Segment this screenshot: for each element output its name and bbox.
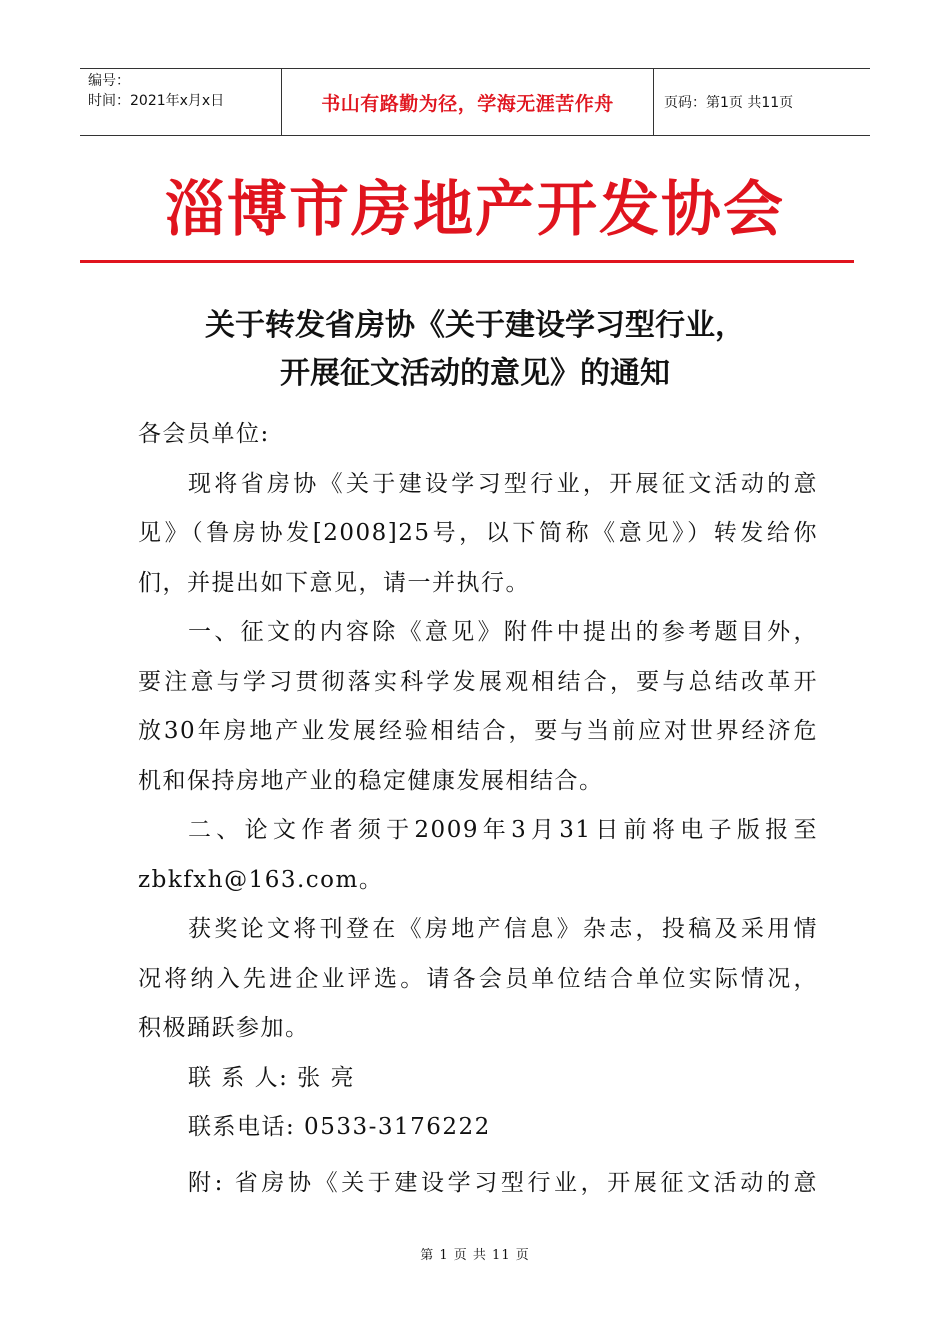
para4-line1: 获奖论文将刊登在《房地产信息》杂志，投稿及采用情 bbox=[188, 916, 818, 942]
red-divider bbox=[80, 260, 854, 263]
notice-title bbox=[80, 302, 870, 398]
org-title: 淄博市房地产开发协会 bbox=[165, 175, 785, 245]
header-table bbox=[80, 68, 870, 136]
page-footer: 第 1 页 共 11 页 bbox=[420, 1248, 530, 1263]
time-label: 时间：2021年x月x日 bbox=[88, 93, 225, 109]
para2-line2: 要注意与学习贯彻落实科学发展观相结合，要与总结改革开 bbox=[138, 668, 818, 695]
para3-line1: 二、论文作者须于2009年3月31日前将电子版报至 bbox=[188, 817, 818, 843]
notice-title-line1: 关于转发省房协《关于建设学习型行业， bbox=[205, 308, 745, 343]
para1-line2: 见》（鲁房协发[2008]25号，以下简称《意见》）转发给你 bbox=[138, 520, 818, 546]
para1-line3: 们，并提出如下意见，请一并执行。 bbox=[138, 569, 530, 596]
serial-label: 编号： bbox=[88, 73, 130, 89]
attachment-line: 附: 省房协《关于建设学习型行业，开展征文活动的意 bbox=[188, 1169, 818, 1196]
para1-line1: 现将省房协《关于建设学习型行业，开展征文活动的意 bbox=[188, 470, 818, 497]
notice-title-line2: 开展征文活动的意见》的通知 bbox=[280, 356, 670, 391]
para4-line3: 积极踊跃参加。 bbox=[138, 1015, 310, 1041]
para2-line3: 放30年房地产业发展经验相结合，要与当前应对世界经济危 bbox=[138, 718, 818, 744]
contact-person: 联 系 人: 张 亮 bbox=[188, 1064, 355, 1091]
para2-line4: 机和保持房地产业的稳定健康发展相结合。 bbox=[138, 767, 604, 794]
header-page-info: 页码：第1页 共11页 bbox=[664, 95, 794, 111]
para2-line1: 一、征文的内容除《意见》附件中提出的参考题目外， bbox=[188, 619, 818, 645]
contact-phone: 联系电话: 0533-3176222 bbox=[188, 1114, 491, 1140]
header-motto: 书山有路勤为径，学海无涯苦作舟 bbox=[282, 69, 654, 135]
para3-line2: zbkfxh@163.com。 bbox=[138, 866, 384, 893]
para4-line2: 况将纳入先进企业评选。请各会员单位结合单位实际情况， bbox=[138, 965, 818, 992]
notice-body bbox=[138, 410, 818, 1208]
header-meta-cell bbox=[80, 69, 282, 135]
salutation: 各会员单位: bbox=[138, 421, 270, 447]
